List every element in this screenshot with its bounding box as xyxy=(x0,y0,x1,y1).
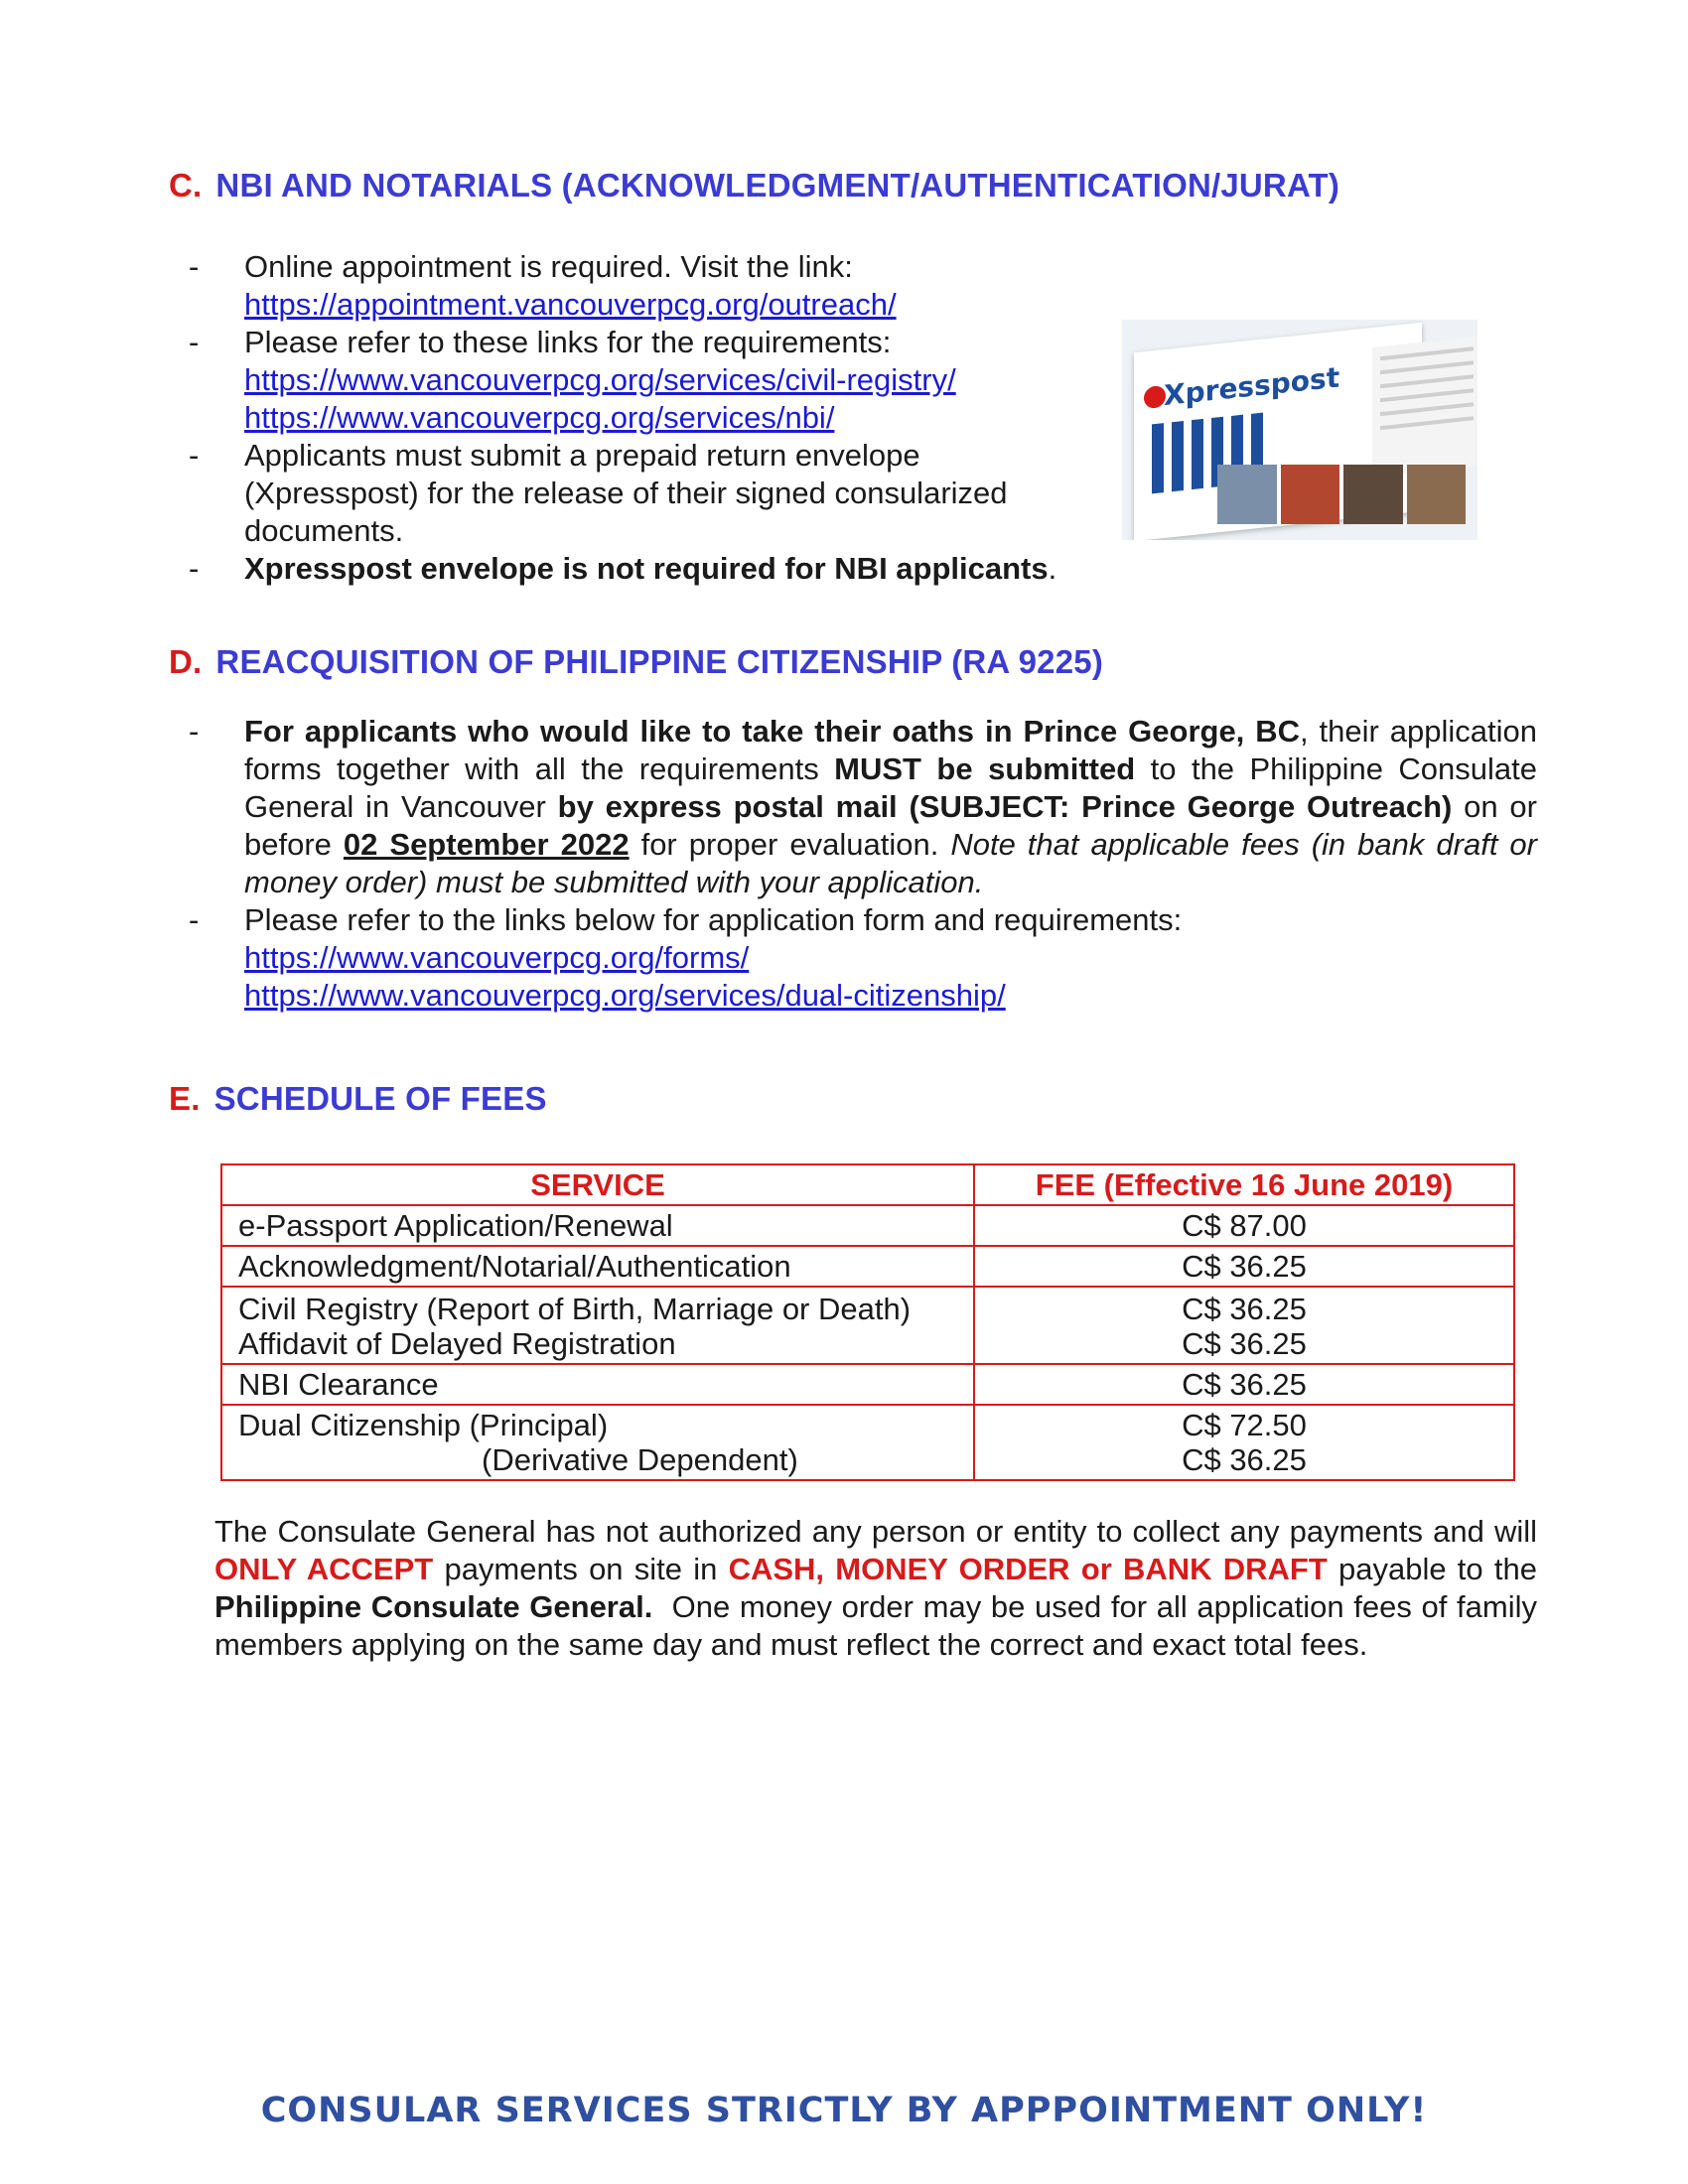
bullet-text: Online appointment is required. Visit the link: xyxy=(244,249,853,284)
nbi-link[interactable]: https://www.vancouverpcg.org/services/nbi/ xyxy=(244,400,835,435)
bullet-text: for proper evaluation. xyxy=(629,827,951,862)
section-e-heading xyxy=(169,1080,547,1118)
fees-table xyxy=(220,1163,1515,1481)
service-cell xyxy=(221,1287,974,1364)
fee-cell xyxy=(974,1287,1514,1364)
service-cell: Acknowledgment/Notarial/Authentication xyxy=(221,1246,974,1287)
bullet-text: on or before xyxy=(244,789,1537,862)
section-d-letter: D. xyxy=(169,643,203,680)
bullet-text: (Xpresspost) for the release of their signed consularized xyxy=(244,476,1008,510)
note-text: payments on site in xyxy=(433,1552,729,1586)
payment-note xyxy=(214,1513,1546,1664)
bullet-bold-text: MUST be submitted xyxy=(834,751,1136,786)
civil-registry-link[interactable]: https://www.vancouverpcg.org/services/civil-registry/ xyxy=(244,362,956,397)
dual-citizenship-link[interactable]: https://www.vancouverpcg.org/services/dual-citizenship/ xyxy=(244,978,1006,1013)
service-text: Dual Citizenship (Principal) xyxy=(238,1408,609,1442)
fee-cell: C$ 87.00 xyxy=(974,1205,1514,1246)
appointment-link[interactable]: https://appointment.vancouverpcg.org/outreach/ xyxy=(244,287,897,322)
bullet-text: documents. xyxy=(244,513,404,548)
service-cell xyxy=(221,1405,974,1480)
service-text: Affidavit of Delayed Registration xyxy=(238,1326,676,1361)
bullet-text: . xyxy=(1048,551,1057,586)
fee-text: C$ 36.25 xyxy=(1182,1326,1307,1361)
bullet-bold-text: Xpresspost envelope is not required for NBI applicants xyxy=(244,551,1049,586)
service-column-header: SERVICE xyxy=(221,1164,974,1205)
list-item: - Xpresspost envelope is not required for NBI applicants. xyxy=(189,551,1057,586)
list-item: - For applicants who would like to take their oaths in Prince George, BC, their application forms together with all the requirements MUST be submitted to the Philippine Consulate General in Vancouver by express postal mail (SUBJECT: Prince George Outreach) on or before 02 September 2022 for proper evaluation. Note that applicable fees (in bank draft or money order) must be submitted with your application. xyxy=(189,714,1537,899)
section-c-list xyxy=(189,248,1182,588)
section-e-letter: E. xyxy=(169,1080,201,1117)
deadline-date: 02 September 2022 xyxy=(343,827,630,862)
fee-text: C$ 36.25 xyxy=(1182,1292,1307,1326)
fee-text: C$ 72.50 xyxy=(1182,1408,1307,1442)
note-red-text: ONLY ACCEPT xyxy=(214,1552,434,1586)
fee-column-header: FEE (Effective 16 June 2019) xyxy=(974,1164,1514,1205)
canada-post-logo-icon xyxy=(1144,385,1166,409)
bullet-text: to the Philippine Consulate General in Vancouver xyxy=(244,751,1537,824)
section-e-title: SCHEDULE OF FEES xyxy=(213,1080,547,1117)
list-item: - Applicants must submit a prepaid return envelope (Xpresspost) for the release of their signed consularized documents. xyxy=(189,438,1008,548)
section-c-letter: C. xyxy=(169,167,203,204)
table-row xyxy=(221,1405,1514,1480)
table-header-row xyxy=(221,1164,1514,1205)
fee-cell xyxy=(974,1405,1514,1480)
note-red-text: CASH, MONEY ORDER or BANK DRAFT xyxy=(728,1552,1328,1586)
envelope-side-panel xyxy=(1372,336,1477,477)
footer-notice: CONSULAR SERVICES STRICTLY BY APPPOINTMENT ONLY! xyxy=(260,2091,1428,2130)
note-text: One money order may be used for all application fees of family members applying on the same day and must reflect the correct and exact total fees. xyxy=(214,1589,1546,1662)
table-row xyxy=(221,1205,1514,1246)
xpresspost-envelope-image xyxy=(1122,320,1477,540)
note-bold-text: Philippine Consulate General. xyxy=(214,1589,653,1624)
forms-link[interactable]: https://www.vancouverpcg.org/forms/ xyxy=(244,940,750,975)
fee-cell: C$ 36.25 xyxy=(974,1364,1514,1405)
section-d-heading xyxy=(169,643,1103,681)
fee-cell: C$ 36.25 xyxy=(974,1246,1514,1287)
note-text: payable to the xyxy=(1327,1552,1537,1586)
section-d-list xyxy=(189,713,1537,1015)
bullet-bold-text: For applicants who would like to take their oaths in Prince George, BC xyxy=(244,714,1300,749)
table-row xyxy=(221,1246,1514,1287)
bullet-text: , their application forms together with all the requirements xyxy=(244,714,1537,786)
section-c-title: NBI AND NOTARIALS (ACKNOWLEDGMENT/AUTHENTICATION/JURAT) xyxy=(215,167,1340,204)
bullet-text: Please refer to the links below for application form and requirements: xyxy=(244,902,1183,937)
list-item: - Please refer to these links for the requirements: https://www.vancouverpcg.org/services/civil-registry/ https://www.vancouverpcg.org/services/nbi/ xyxy=(189,324,1182,437)
bullet-bold-text: by express postal mail (SUBJECT: Prince George Outreach) xyxy=(557,789,1453,824)
list-item: - Please refer to the links below for application form and requirements: https://www.vancouverpcg.org/forms/ https://www.vancouverpcg.org/services/dual-citizenship/ xyxy=(189,901,1537,1015)
service-cell: e-Passport Application/Renewal xyxy=(221,1205,974,1246)
note-text: The Consulate General has not authorized any person or entity to collect any payments and will xyxy=(214,1514,1537,1549)
section-d-title: REACQUISITION OF PHILIPPINE CITIZENSHIP (RA 9225) xyxy=(215,643,1104,680)
section-c-heading xyxy=(169,167,1339,205)
table-row xyxy=(221,1364,1514,1405)
bullet-text: Please refer to these links for the requirements: xyxy=(244,325,892,359)
list-item: - Online appointment is required. Visit the link: https://appointment.vancouverpcg.org/outreach/ xyxy=(189,248,1182,324)
fee-text: C$ 36.25 xyxy=(1182,1442,1307,1477)
service-cell: NBI Clearance xyxy=(221,1364,974,1405)
envelope-photos xyxy=(1217,465,1466,524)
bullet-italic-text: Note that applicable fees (in bank draft or money order) must be submitted with your application. xyxy=(244,827,1537,899)
service-text: (Derivative Dependent) xyxy=(482,1442,798,1477)
table-row xyxy=(221,1287,1514,1364)
xpresspost-brand: Xpresspost xyxy=(1164,360,1340,413)
bullet-text: Applicants must submit a prepaid return envelope xyxy=(244,438,920,473)
service-text: Civil Registry (Report of Birth, Marriage or Death) xyxy=(238,1292,912,1326)
